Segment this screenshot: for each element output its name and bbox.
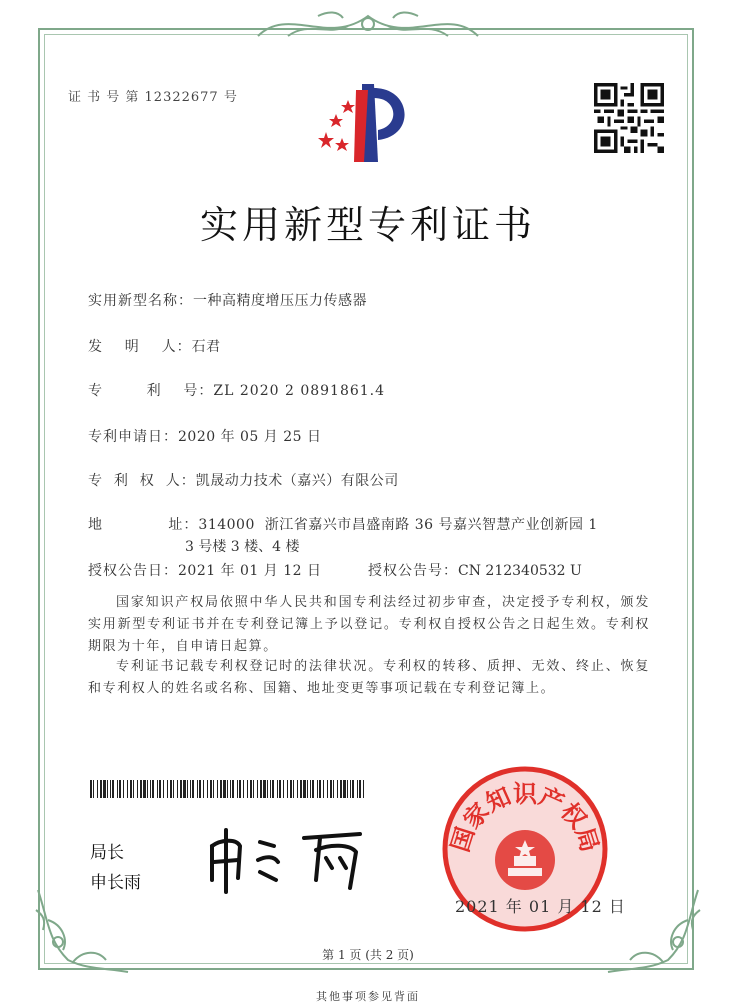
patent-office-logo-icon	[312, 80, 424, 170]
utility-model-name-value: 一种高精度增压压力传感器	[193, 293, 367, 309]
director-signature-icon	[200, 816, 380, 896]
utility-model-name-label: 实用新型名称：	[88, 293, 193, 309]
grant-publication-number-label: 授权公告号：	[368, 563, 458, 579]
filing-date-label: 专利申请日：	[88, 429, 178, 445]
patent-number-value: ZL 2020 2 0891861.4	[213, 383, 386, 399]
inventor-label: 发 明 人：	[88, 339, 192, 355]
grant-publication-date-value: 2021 年 01 月 12 日	[178, 563, 322, 579]
address-row	[88, 514, 598, 534]
qr-code-icon	[594, 83, 664, 153]
grant-publication-date-row	[88, 560, 322, 580]
barcode-icon	[90, 780, 366, 798]
address-value-line1: 314000 浙江省嘉兴市昌盛南路 36 号嘉兴智慧产业创新园 1	[198, 517, 598, 533]
grant-publication-number-row	[368, 560, 582, 580]
seal-date: 2021 年 01 月 12 日	[455, 897, 626, 916]
footer-note: 其他事项参见背面	[316, 990, 420, 1003]
patent-number-row	[88, 380, 385, 400]
patentee-label: 专 利 权 人：	[88, 473, 196, 489]
director-title: 局长	[90, 843, 124, 863]
top-ornament-icon	[248, 6, 488, 46]
certificate-number: 证 书 号 第 12322677 号	[68, 90, 238, 105]
legal-status-paragraph: 专利证书记载专利权登记时的法律状况。专利权的转移、质押、无效、终止、恢复和专利权人的姓名或名称、国籍、地址变更等事项记载在专利登记簿上。	[88, 659, 650, 696]
patentee-row	[88, 470, 399, 490]
address-value-line2: 3 号楼 3 楼、4 楼	[185, 539, 300, 555]
inventor-value: 石君	[191, 339, 221, 355]
filing-date-value: 2020 年 05 月 25 日	[178, 429, 322, 445]
patentee-value: 凯晟动力技术（嘉兴）有限公司	[195, 473, 399, 489]
filing-date-row	[88, 426, 322, 446]
certificate-title: 实用新型专利证书	[199, 203, 536, 247]
patent-number-label: 专 利 号：	[88, 383, 214, 399]
grant-publication-date-label: 授权公告日：	[88, 563, 178, 579]
utility-model-name-row	[88, 290, 367, 310]
inventor-row	[88, 336, 221, 356]
grant-statement-paragraph: 国家知识产权局依照中华人民共和国专利法经过初步审查，决定授予专利权，颁发实用新型专利证书并在专利登记簿上予以登记。专利权自授权公告之日起生效。专利权期限为十年，自申请日起算。	[88, 595, 650, 654]
page-number: 第 1 页 (共 2 页)	[322, 948, 414, 962]
director-name: 申长雨	[90, 873, 141, 893]
address-label: 地 址：	[88, 517, 199, 533]
seal-text: 国家知识产权局	[446, 780, 604, 856]
bottom-left-ornament-icon	[28, 880, 138, 980]
grant-publication-number-value: CN 212340532 U	[458, 563, 582, 579]
